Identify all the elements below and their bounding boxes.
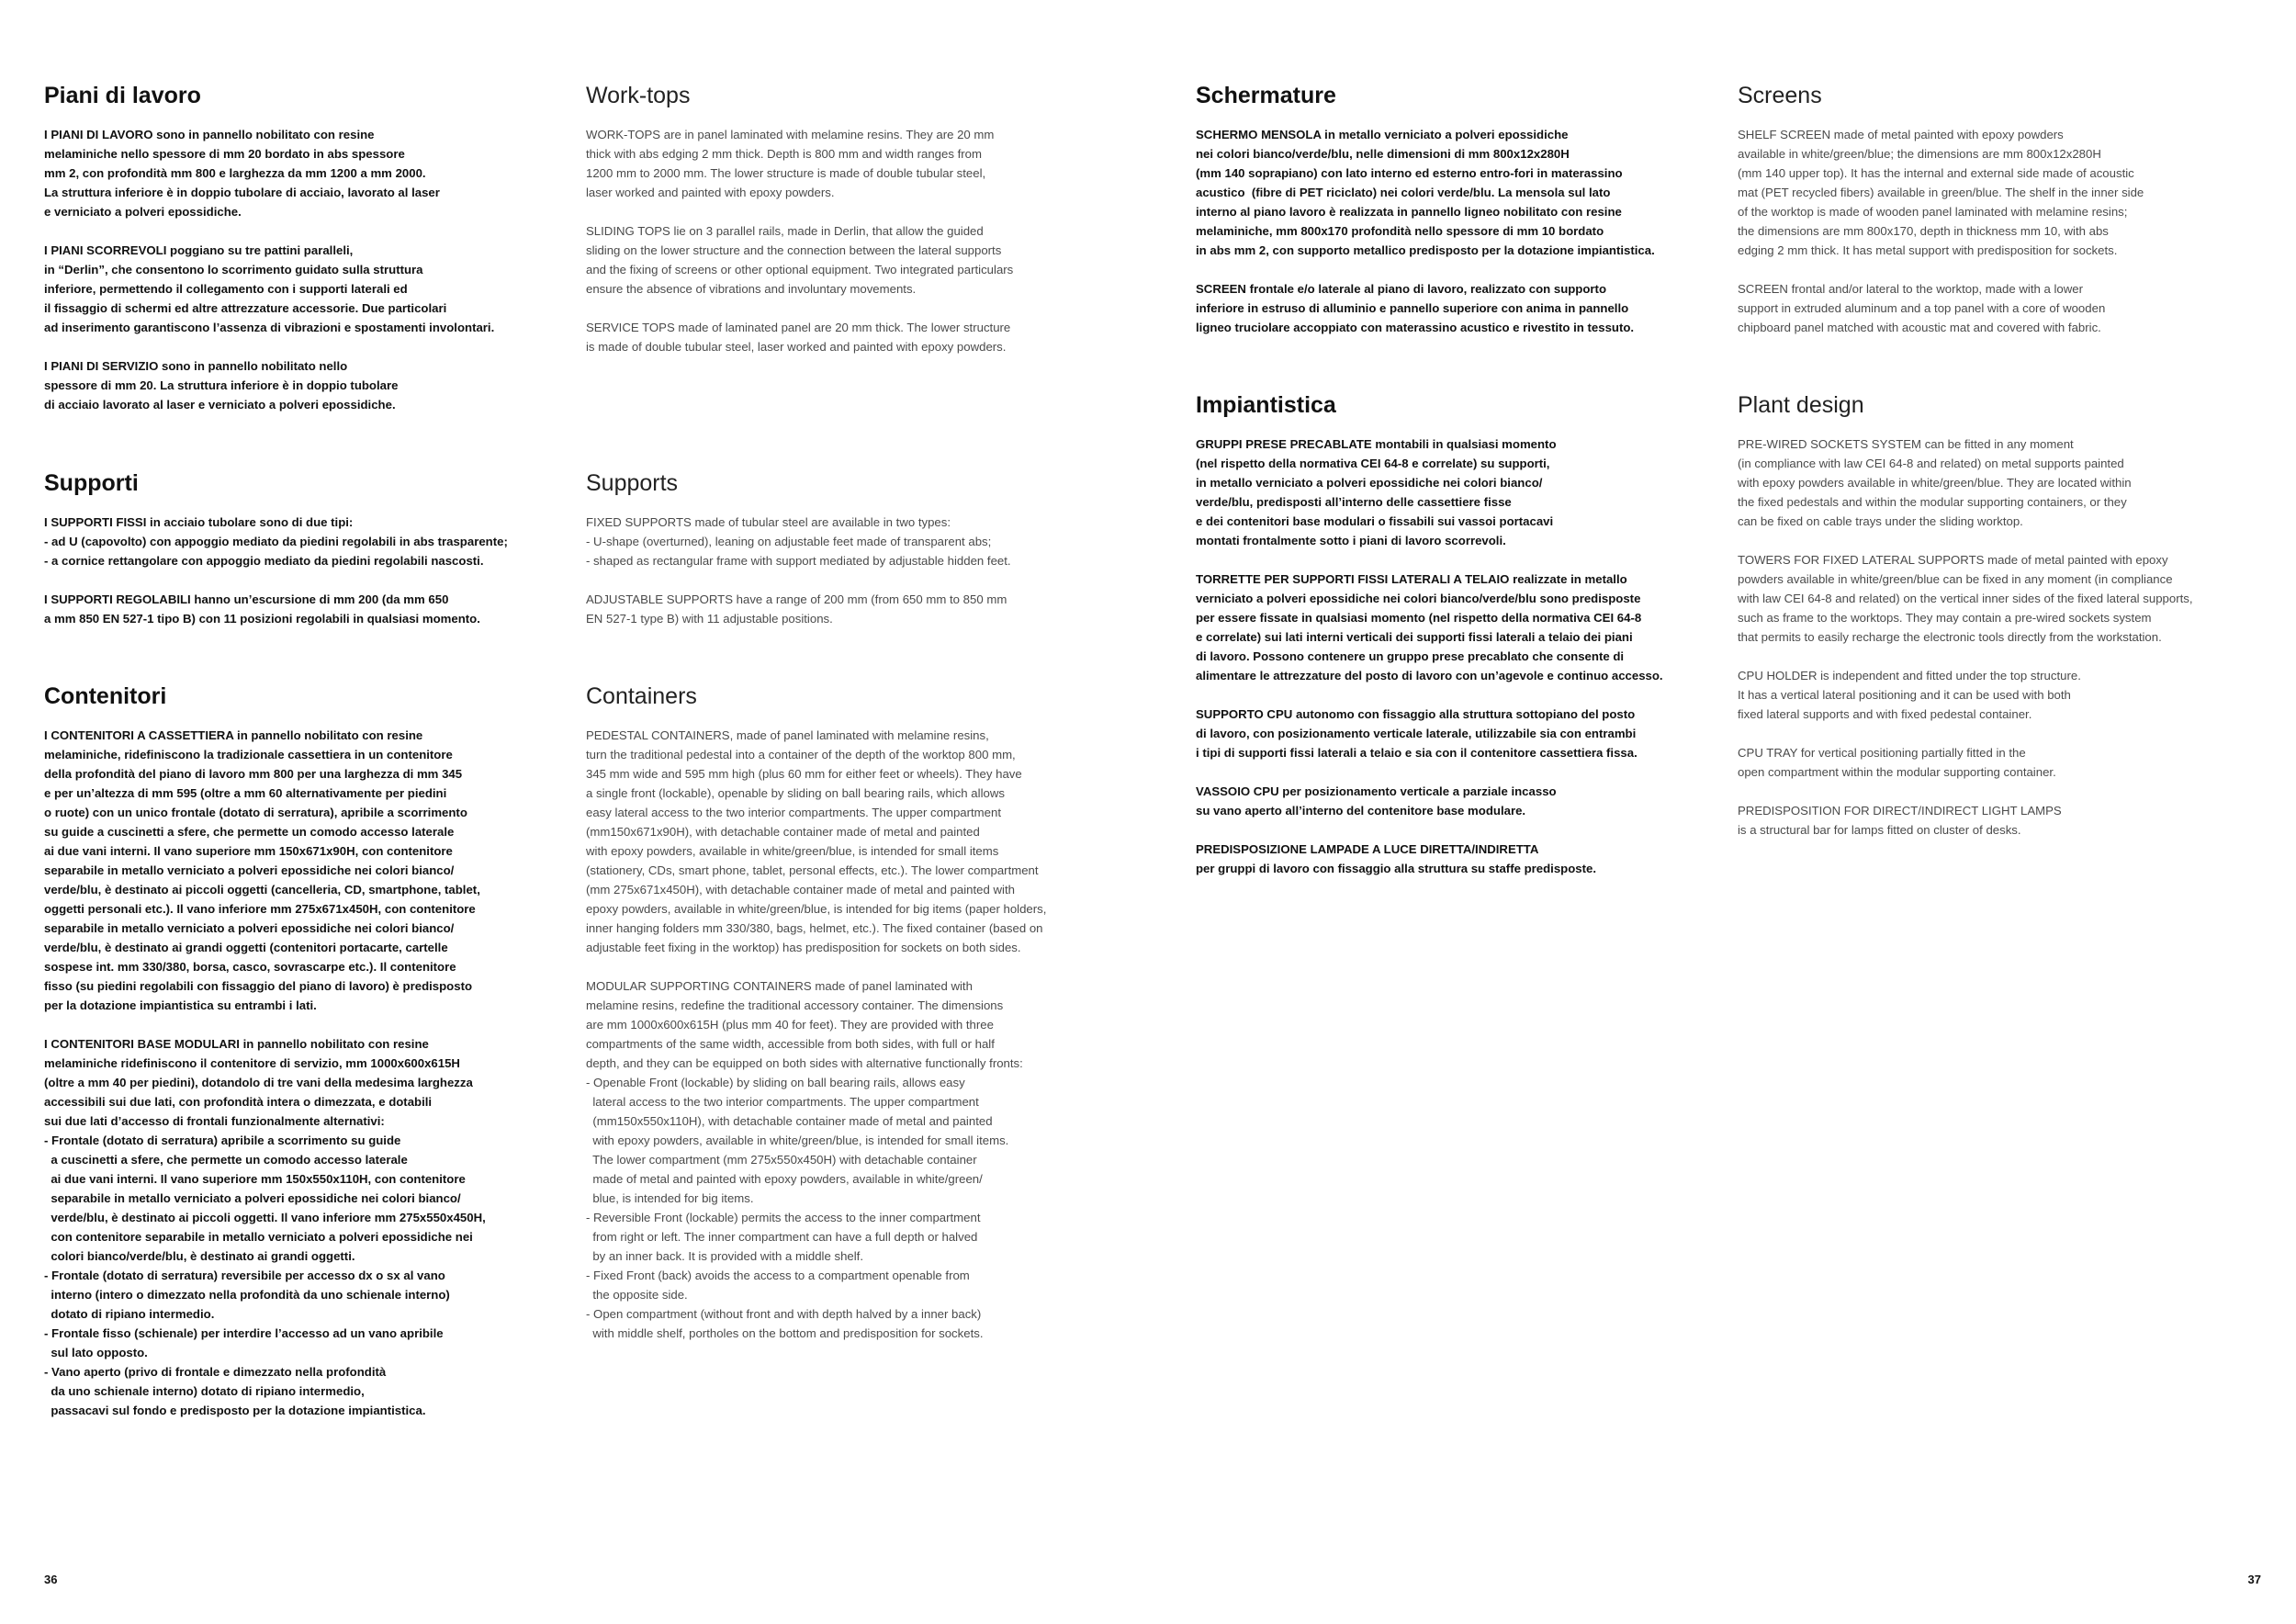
text-line: mm 2, con profondità mm 800 e larghezza da mm 1200 a mm 2000. <box>44 166 426 180</box>
text-line: I PIANI SCORREVOLI poggiano su tre pattini paralleli, <box>44 243 354 257</box>
paragraph <box>586 976 1128 1343</box>
text-line: melaminiche, ridefiniscono la tradizionale cassettiera in un contenitore <box>44 748 453 761</box>
text-line: - Frontale fisso (schienale) per interdire l’accesso ad un vano apribile <box>44 1326 444 1340</box>
page-number-right: 37 <box>2247 1573 2261 1586</box>
text-line: fixed lateral supports and with fixed pedestal container. <box>1738 707 2032 721</box>
text-line: that permits to easily recharge the electronic tools directly from the workstation. <box>1738 630 2162 644</box>
section-schermature <box>1196 82 1719 356</box>
text-line: are mm 1000x600x615H (plus mm 40 for feet). They are provided with three <box>586 1018 994 1032</box>
text-line: depth, and they can be equipped on both sides with alternative functionally fronts: <box>586 1056 1023 1070</box>
text-line: CPU HOLDER is independent and fitted under the top structure. <box>1738 669 2081 682</box>
page-number-left: 36 <box>44 1573 58 1586</box>
section-heading: Piani di lavoro <box>44 83 201 108</box>
text-line: nei colori bianco/verde/blu, nelle dimensioni di mm 800x12x280H <box>1196 147 1570 161</box>
text-line: inner hanging folders mm 330/380, bags, helmet, etc.). The fixed container (based on <box>586 921 1043 935</box>
text-line: a single front (lockable), openable by sliding on ball bearing rails, which allows <box>586 786 1005 800</box>
text-line: e correlate) sui lati interni verticali dei supporti fissi laterali a telaio dei piani <box>1196 630 1633 644</box>
text-line: with law CEI 64-8 and related) on the vertical inner sides of the fixed lateral supports, <box>1738 592 2193 605</box>
text-line: e dei contenitori base modulari o fissabili sui vassoi portacavi <box>1196 514 1554 528</box>
paragraph <box>44 1034 558 1420</box>
text-line: colori bianco/verde/blu, è destinato ai grandi oggetti. <box>44 1249 355 1263</box>
text-line: can be fixed on cable trays under the sliding worktop. <box>1738 514 2023 528</box>
paragraph <box>1738 666 2270 724</box>
section-piani <box>44 82 558 434</box>
text-line: alimentare le attrezzature del posto di lavoro con un’agevole e continuo accesso. <box>1196 669 1663 682</box>
section-heading: Supporti <box>44 470 139 496</box>
text-line: the dimensions are mm 800x170, depth in thickness mm 10, with abs <box>1738 224 2109 238</box>
text-line: di lavoro. Possono contenere un gruppo prese precablato che consente di <box>1196 649 1625 663</box>
section-heading: Contenitori <box>44 683 167 709</box>
text-line: laser worked and painted with epoxy powders. <box>586 186 835 199</box>
section-heading: Screens <box>1738 83 1822 108</box>
text-line: chipboard panel matched with acoustic mat and covered with fabric. <box>1738 321 2101 334</box>
paragraph <box>1738 550 2270 647</box>
paragraph <box>1196 279 1719 337</box>
text-line: sui due lati d’accesso di frontali funzionalmente alternativi: <box>44 1114 385 1128</box>
text-line: I CONTENITORI BASE MODULARI in pannello nobilitato con resine <box>44 1037 429 1051</box>
text-line: dotato di ripiano intermedio. <box>44 1307 215 1321</box>
text-line: verde/blu, è destinato ai piccoli oggetti. Il vano inferiore mm 275x550x450H, <box>44 1211 486 1224</box>
text-line: VASSOIO CPU per posizionamento verticale a parziale incasso <box>1196 784 1557 798</box>
section-containers <box>586 682 1128 1362</box>
text-line: epoxy powders, available in white/green/blue, is intended for big items (paper holders, <box>586 902 1047 916</box>
text-line: melaminiche nello spessore di mm 20 bordato in abs spessore <box>44 147 405 161</box>
text-line: melamine resins, redefine the traditional accessory container. The dimensions <box>586 998 1004 1012</box>
paragraph <box>44 590 558 628</box>
text-line: melaminiche, mm 800x170 profondità nello spessore di mm 10 bordato <box>1196 224 1604 238</box>
text-line: (oltre a mm 40 per piedini), dotandolo di tre vani della medesima larghezza <box>44 1076 473 1089</box>
paragraph <box>1738 279 2270 337</box>
left-it-column <box>44 0 558 1562</box>
text-line: a cuscinetti a sfere, che permette un comodo accesso laterale <box>44 1153 408 1167</box>
text-line: - shaped as rectangular frame with support mediated by adjustable hidden feet. <box>586 554 1011 568</box>
text-line: della profondità del piano di lavoro mm 800 per una larghezza di mm 345 <box>44 767 463 781</box>
text-line: mat (PET recycled fibers) available in green/blue. The shelf in the inner side <box>1738 186 2144 199</box>
text-line: blue, is intended for big items. <box>586 1191 754 1205</box>
text-line: PREDISPOSITION FOR DIRECT/INDIRECT LIGHT LAMPS <box>1738 804 2062 818</box>
text-line: open compartment within the modular supporting container. <box>1738 765 2056 779</box>
paragraph <box>44 726 558 1015</box>
paragraph <box>44 241 558 337</box>
text-line: passacavi sul fondo e predisposto per la dotazione impiantistica. <box>44 1404 426 1417</box>
text-line: by an inner back. It is provided with a middle shelf. <box>586 1249 863 1263</box>
text-line: su guide a cuscinetti a sfere, che permette un comodo accesso laterale <box>44 825 455 839</box>
right-en-column <box>1738 0 2270 1562</box>
text-line: The lower compartment (mm 275x550x450H) with detachable container <box>586 1153 977 1167</box>
paragraph <box>1196 570 1719 685</box>
text-line: (mm 140 soprapiano) con lato interno ed esterno entro-fori in materassino <box>1196 166 1623 180</box>
text-line: - a cornice rettangolare con appoggio mediato da piedini regolabili nascosti. <box>44 554 484 568</box>
text-line: (mm150x671x90H), with detachable container made of metal and painted <box>586 825 980 839</box>
text-line: SLIDING TOPS lie on 3 parallel rails, made in Derlin, that allow the guided <box>586 224 984 238</box>
text-line: melaminiche ridefiniscono il contenitore di servizio, mm 1000x600x615H <box>44 1056 460 1070</box>
paragraph <box>44 125 558 221</box>
text-line: turn the traditional pedestal into a container of the depth of the worktop 800 mm, <box>586 748 1016 761</box>
section-supporti <box>44 469 558 648</box>
text-line: con contenitore separabile in metallo verniciato a polveri epossidiche nei <box>44 1230 473 1244</box>
text-line: per gruppi di lavoro con fissaggio alla struttura su staffe predisposte. <box>1196 862 1596 875</box>
text-line: ai due vani interni. Il vano superiore mm 150x550x110H, con contenitore <box>44 1172 466 1186</box>
paragraph <box>1196 840 1719 878</box>
text-line: ligneo truciolare accoppiato con materassino acustico e rivestito in tessuto. <box>1196 321 1635 334</box>
text-line: support in extruded aluminum and a top panel with a core of wooden <box>1738 301 2106 315</box>
text-line: interno (intero o dimezzato nella profondità da uno schienale interno) <box>44 1288 450 1302</box>
text-line: o ruote) con un unico frontale (dotato di serratura), apribile a scorrimento <box>44 806 467 819</box>
paragraph <box>586 125 1128 202</box>
text-line: with epoxy powders, available in white/green/blue, is intended for small items. <box>586 1133 1009 1147</box>
text-line: easy lateral access to the two interior compartments. The upper compartment <box>586 806 1002 819</box>
section-screens <box>1738 82 2270 356</box>
paragraph <box>586 513 1128 570</box>
text-line: ad inserimento garantiscono l’assenza di vibrazioni e spostamenti involontari. <box>44 321 495 334</box>
text-line: available in white/green/blue; the dimensions are mm 800x12x280H <box>1738 147 2101 161</box>
text-line: the fixed pedestals and within the modular supporting containers, or they <box>1738 495 2127 509</box>
text-line: acustico (fibre di PET riciclato) nei colori verde/blu. La mensola sul lato <box>1196 186 1611 199</box>
text-line: SHELF SCREEN made of metal painted with epoxy powders <box>1738 128 2064 141</box>
text-line: I SUPPORTI REGOLABILI hanno un’escursione di mm 200 (da mm 650 <box>44 592 449 606</box>
text-line: in metallo verniciato a polveri epossidiche nei colori bianco/ <box>1196 476 1543 490</box>
text-line: e verniciato a polveri epossidiche. <box>44 205 242 219</box>
text-line: sliding on the lower structure and the connection between the lateral supports <box>586 243 1002 257</box>
text-line: PEDESTAL CONTAINERS, made of panel laminated with melamine resins, <box>586 728 989 742</box>
text-line: su vano aperto all’interno del contenitore base modulare. <box>1196 804 1526 818</box>
text-line: separabile in metallo verniciato a polveri epossidiche nei colori bianco/ <box>44 921 455 935</box>
paragraph <box>586 590 1128 628</box>
paragraph <box>586 318 1128 356</box>
text-line: CPU TRAY for vertical positioning partially fitted in the <box>1738 746 2026 760</box>
text-line: powders available in white/green/blue can be fixed in any moment (in compliance <box>1738 572 2173 586</box>
paragraph <box>1738 743 2270 782</box>
text-line: spessore di mm 20. La struttura inferiore è in doppio tubolare <box>44 378 399 392</box>
text-line: separabile in metallo verniciato a polveri epossidiche nei colori bianco/ <box>44 1191 461 1205</box>
text-line: - U-shape (overturned), leaning on adjustable feet made of transparent abs; <box>586 535 992 548</box>
text-line: (nel rispetto della normativa CEI 64-8 e correlate) su supporti, <box>1196 457 1550 470</box>
text-line: SUPPORTO CPU autonomo con fissaggio alla struttura sottopiano del posto <box>1196 707 1636 721</box>
text-line: e per un’altezza di mm 595 (oltre a mm 60 alternativamente per piedini <box>44 786 447 800</box>
paragraph <box>586 221 1128 299</box>
paragraph <box>1196 125 1719 260</box>
text-line: lateral access to the two interior compartments. The upper compartment <box>586 1095 979 1109</box>
text-line: interno al piano lavoro è realizzata in pannello ligneo nobilitato con resine <box>1196 205 1622 219</box>
text-line: and the fixing of screens or other optional equipment. Two integrated particulars <box>586 263 1014 276</box>
text-line: EN 527-1 type B) with 11 adjustable positions. <box>586 612 833 626</box>
text-line: verde/blu, è destinato ai grandi oggetti (contenitori portacarte, cartelle <box>44 941 448 954</box>
text-line: PRE-WIRED SOCKETS SYSTEM can be fitted in any moment <box>1738 437 2074 451</box>
text-line: the opposite side. <box>586 1288 688 1302</box>
text-line: - ad U (capovolto) con appoggio mediato da piedini regolabili in abs trasparente; <box>44 535 508 548</box>
text-line: - Frontale (dotato di serratura) apribile a scorrimento su guide <box>44 1133 401 1147</box>
text-line: SCREEN frontal and/or lateral to the worktop, made with a lower <box>1738 282 2084 296</box>
text-line: (mm 275x671x450H), with detachable container made of metal and painted with <box>586 883 1015 897</box>
text-line: I PIANI DI SERVIZIO sono in pannello nobilitato nello <box>44 359 348 373</box>
text-line: sul lato opposto. <box>44 1346 148 1359</box>
text-line: separabile in metallo verniciato a polveri epossidiche nei colori bianco/ <box>44 863 455 877</box>
paragraph <box>44 356 558 414</box>
section-heading: Plant design <box>1738 392 1864 418</box>
text-line: TORRETTE PER SUPPORTI FISSI LATERALI A TELAIO realizzate in metallo <box>1196 572 1627 586</box>
text-line: WORK-TOPS are in panel laminated with melamine resins. They are 20 mm <box>586 128 995 141</box>
text-line: La struttura inferiore è in doppio tubolare di acciaio, lavorato al laser <box>44 186 440 199</box>
text-line: - Openable Front (lockable) by sliding on ball bearing rails, allows easy <box>586 1076 965 1089</box>
text-line: 1200 mm to 2000 mm. The lower structure is made of double tubular steel, <box>586 166 986 180</box>
text-line: da uno schienale interno) dotato di ripiano intermedio, <box>44 1384 365 1398</box>
paragraph <box>1738 801 2270 840</box>
text-line: inferiore, permettendo il collegamento con i supporti laterali ed <box>44 282 408 296</box>
left-en-column <box>586 0 1128 1562</box>
text-line: with middle shelf, portholes on the bottom and predisposition for sockets. <box>586 1326 984 1340</box>
text-line: TOWERS FOR FIXED LATERAL SUPPORTS made of metal painted with epoxy <box>1738 553 2168 567</box>
text-line: SERVICE TOPS made of laminated panel are 20 mm thick. The lower structure <box>586 321 1011 334</box>
text-line: sospese int. mm 330/380, borsa, casco, sovrascarpe etc.). Il contenitore <box>44 960 456 974</box>
section-heading: Work-tops <box>586 83 691 108</box>
text-line: thick with abs edging 2 mm thick. Depth is 800 mm and width ranges from <box>586 147 982 161</box>
text-line: per essere fissate in qualsiasi momento (nel rispetto della normativa CEI 64-8 <box>1196 611 1642 625</box>
text-line: - Vano aperto (privo di frontale e dimezzato nella profondità <box>44 1365 387 1379</box>
text-line: is made of double tubular steel, laser worked and painted with epoxy powders. <box>586 340 1007 354</box>
text-line: di lavoro, con posizionamento verticale laterale, utilizzabile sia con entrambi <box>1196 727 1637 740</box>
text-line: ADJUSTABLE SUPPORTS have a range of 200 mm (from 650 mm to 850 mm <box>586 592 1007 606</box>
text-line: verniciato a polveri epossidiche nei colori bianco/verde/blu sono predisposte <box>1196 592 1641 605</box>
text-line: ensure the absence of vibrations and involuntary movements. <box>586 282 917 296</box>
paragraph <box>1196 705 1719 762</box>
section-heading: Impiantistica <box>1196 392 1336 418</box>
text-line: fisso (su piedini regolabili con fissaggio del piano di lavoro) è predisposto <box>44 979 473 993</box>
text-line: (mm150x550x110H), with detachable container made of metal and painted <box>586 1114 993 1128</box>
text-line: inferiore in estruso di alluminio e pannello superiore con anima in pannello <box>1196 301 1629 315</box>
text-line: a mm 850 EN 527-1 tipo B) con 11 posizioni regolabili in qualsiasi momento. <box>44 612 480 626</box>
text-line: (stationery, CDs, smart phone, tablet, personal effects, etc.). The lower compartment <box>586 863 1039 877</box>
text-line: is a structural bar for lamps fitted on cluster of desks. <box>1738 823 2021 837</box>
text-line: 345 mm wide and 595 mm high (plus 60 mm for either feet or wheels). They have <box>586 767 1022 781</box>
text-line: oggetti personali etc.). Il vano inferiore mm 275x671x450H, con contenitore <box>44 902 476 916</box>
section-heading: Containers <box>586 683 697 709</box>
text-line: montati frontalmente sotto i piani di lavoro scorrevoli. <box>1196 534 1506 547</box>
text-line: compartments of the same width, accessible from both sides, with full or half <box>586 1037 995 1051</box>
text-line: MODULAR SUPPORTING CONTAINERS made of panel laminated with <box>586 979 973 993</box>
text-line: SCREEN frontale e/o laterale al piano di lavoro, realizzato con supporto <box>1196 282 1606 296</box>
paragraph <box>1738 125 2270 260</box>
section-supports <box>586 469 1128 648</box>
section-plant-design <box>1738 391 2270 859</box>
paragraph <box>1196 782 1719 820</box>
text-line: il fissaggio di schermi ed altre attrezzature accessorie. Due particolari <box>44 301 447 315</box>
text-line: accessibili sui due lati, con profondità intera o dimezzata, e dotabili <box>44 1095 433 1109</box>
paragraph <box>1196 434 1719 550</box>
right-it-column <box>1196 0 1719 1562</box>
section-impiantistica <box>1196 391 1719 897</box>
text-line: I SUPPORTI FISSI in acciaio tubolare sono di due tipi: <box>44 515 354 529</box>
text-line: - Open compartment (without front and with depth halved by a inner back) <box>586 1307 982 1321</box>
text-line: such as frame to the worktops. They may contain a pre-wired sockets system <box>1738 611 2152 625</box>
paragraph <box>1738 434 2270 531</box>
text-line: edging 2 mm thick. It has metal support with predisposition for sockets. <box>1738 243 2118 257</box>
section-contenitori <box>44 682 558 1439</box>
text-line: per la dotazione impiantistica su entrambi i lati. <box>44 998 317 1012</box>
text-line: in abs mm 2, con supporto metallico predisposto per la dotazione impiantistica. <box>1196 243 1655 257</box>
section-worktops <box>586 82 1128 376</box>
text-line: SCHERMO MENSOLA in metallo verniciato a polveri epossidiche <box>1196 128 1569 141</box>
section-heading: Schermature <box>1196 83 1336 108</box>
text-line: FIXED SUPPORTS made of tubular steel are available in two types: <box>586 515 951 529</box>
section-heading: Supports <box>586 470 679 496</box>
text-line: GRUPPI PRESE PRECABLATE montabili in qualsiasi momento <box>1196 437 1557 451</box>
text-line: I CONTENITORI A CASSETTIERA in pannello nobilitato con resine <box>44 728 423 742</box>
text-line: - Frontale (dotato di serratura) reversibile per accesso dx o sx al vano <box>44 1269 445 1282</box>
text-line: It has a vertical lateral positioning and it can be used with both <box>1738 688 2071 702</box>
text-line: PREDISPOSIZIONE LAMPADE A LUCE DIRETTA/INDIRETTA <box>1196 842 1539 856</box>
text-line: ai due vani interni. Il vano superiore mm 150x671x90H, con contenitore <box>44 844 453 858</box>
text-line: in “Derlin”, che consentono lo scorrimento guidato sulla struttura <box>44 263 423 276</box>
text-line: verde/blu, predisposti all’interno delle cassettiere fisse <box>1196 495 1512 509</box>
paragraph <box>44 513 558 570</box>
text-line: - Fixed Front (back) avoids the access to a compartment openable from <box>586 1269 970 1282</box>
text-line: made of metal and painted with epoxy powders, available in white/green/ <box>586 1172 983 1186</box>
text-line: adjustable feet fixing in the worktop) has predisposition for sockets on both sides. <box>586 941 1021 954</box>
text-line: with epoxy powders, available in white/green/blue, is intended for small items <box>586 844 999 858</box>
text-line: from right or left. The inner compartment can have a full depth or halved <box>586 1230 978 1244</box>
text-line: I PIANI DI LAVORO sono in pannello nobilitato con resine <box>44 128 375 141</box>
text-line: verde/blu, è destinato ai piccoli oggetti (cancelleria, CD, smartphone, tablet, <box>44 883 480 897</box>
paragraph <box>586 726 1128 957</box>
text-line: with epoxy powders available in white/green/blue. They are located within <box>1738 476 2132 490</box>
text-line: (mm 140 upper top). It has the internal and external side made of acoustic <box>1738 166 2134 180</box>
text-line: (in compliance with law CEI 64-8 and related) on metal supports painted <box>1738 457 2124 470</box>
text-line: - Reversible Front (lockable) permits the access to the inner compartment <box>586 1211 981 1224</box>
text-line: di acciaio lavorato al laser e verniciato a polveri epossidiche. <box>44 398 396 412</box>
text-line: i tipi di supporti fissi laterali a telaio e sia con il contenitore cassettiera fissa. <box>1196 746 1638 760</box>
text-line: of the worktop is made of wooden panel laminated with melamine resins; <box>1738 205 2128 219</box>
